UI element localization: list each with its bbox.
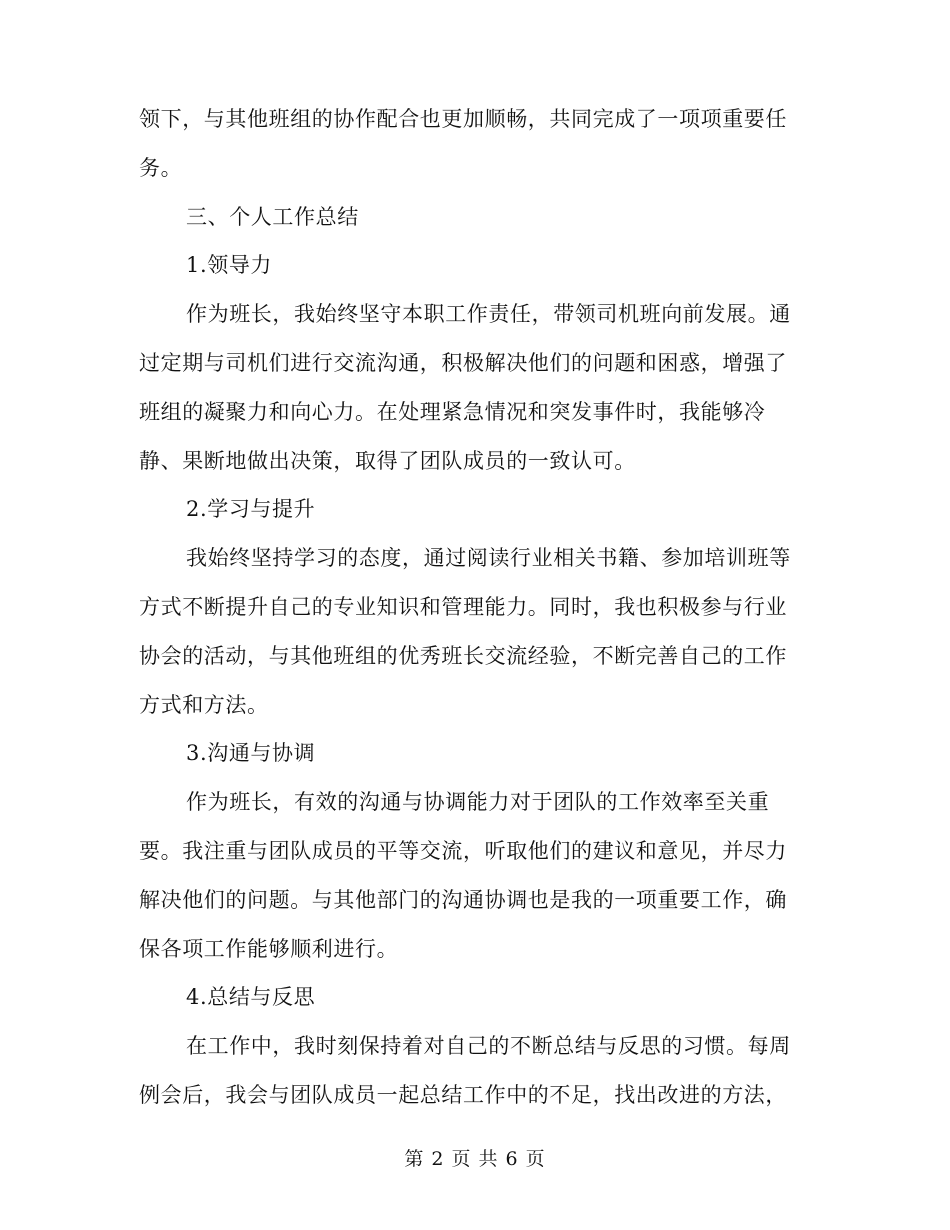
text-line: 过定期与司机们进行交流沟通，积极解决他们的问题和困惑，增强了 — [139, 350, 787, 375]
text-line: 解决他们的问题。与其他部门的沟通协调也是我的一项重要工作，确 — [139, 887, 787, 912]
subsection-heading: 4.总结与反思 — [186, 985, 316, 1010]
text-line: 作为班长，有效的沟通与协调能力对于团队的工作效率至关重 — [186, 790, 770, 815]
body-text — [139, 95, 804, 1120]
section-heading: 三、个人工作总结 — [186, 204, 359, 229]
text-line: 保各项工作能够顺利进行。 — [139, 936, 399, 961]
text-line: 方式和方法。 — [139, 692, 269, 717]
text-line: 作为班长，我始终坚守本职工作责任，带领司机班向前发展。通 — [186, 302, 791, 327]
text-line: 务。 — [139, 155, 183, 180]
text-line: 静、果断地做出决策，取得了团队成员的一致认可。 — [139, 448, 636, 473]
text-line: 要。我注重与团队成员的平等交流，听取他们的建议和意见，并尽力 — [139, 838, 787, 863]
text-line: 班组的凝聚力和向心力。在处理紧急情况和突发事件时，我能够冷 — [139, 399, 766, 424]
text-line: 例会后，我会与团队成员一起总结工作中的不足，找出改进的方法， — [139, 1082, 787, 1107]
text-line: 在工作中，我时刻保持着对自己的不断总结与反思的习惯。每周 — [186, 1034, 791, 1059]
subsection-heading: 3.沟通与协调 — [186, 741, 316, 766]
page-number-footer: 第 2 页 共 6 页 — [404, 1148, 546, 1170]
subsection-heading: 1.领导力 — [186, 253, 273, 278]
subsection-heading: 2.学习与提升 — [186, 497, 316, 522]
text-line: 协会的活动，与其他班组的优秀班长交流经验，不断完善自己的工作 — [139, 643, 787, 668]
text-line: 领下，与其他班组的协作配合也更加顺畅，共同完成了一项项重要任 — [139, 107, 787, 131]
text-line: 我始终坚持学习的态度，通过阅读行业相关书籍、参加培训班等 — [186, 546, 791, 571]
text-line: 方式不断提升自己的专业知识和管理能力。同时，我也积极参与行业 — [139, 594, 787, 619]
